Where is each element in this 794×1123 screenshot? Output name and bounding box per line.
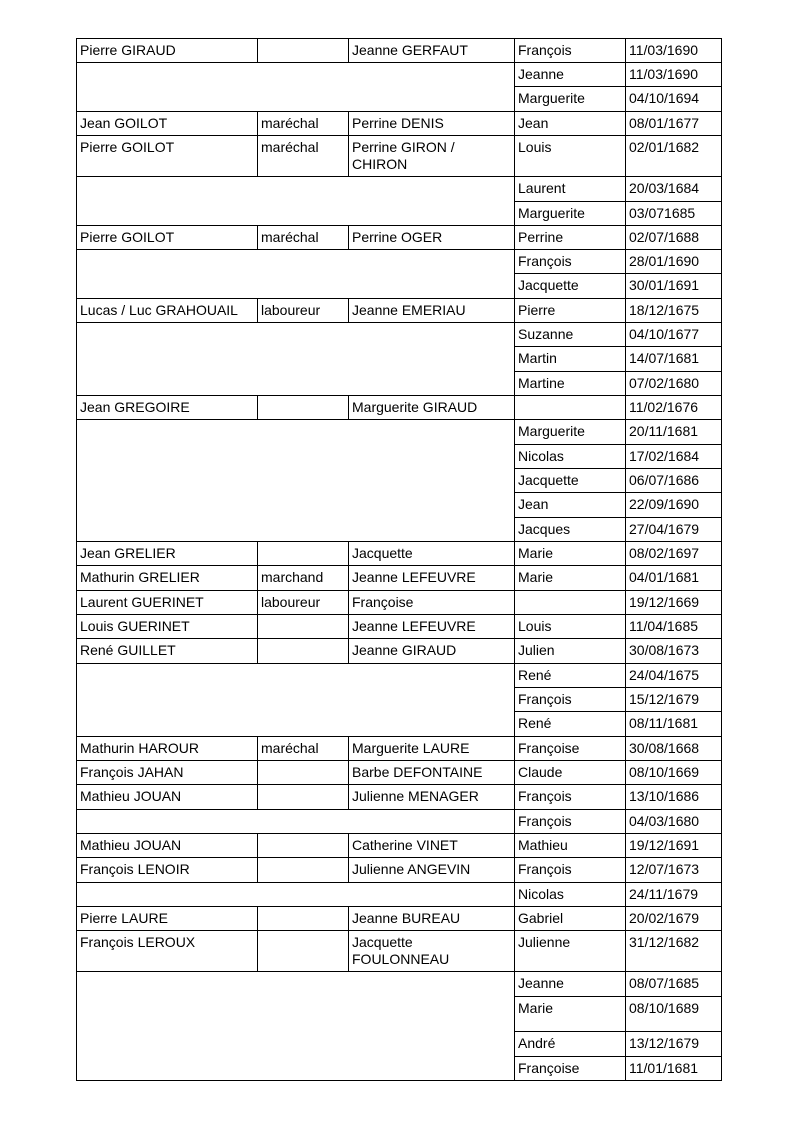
trade-cell: maréchal (258, 737, 349, 761)
merged-blank-cell (77, 420, 515, 542)
merged-blank-cell (77, 323, 515, 396)
mother-cell: Julienne MENAGER (349, 785, 515, 810)
table-row (77, 136, 722, 177)
father-cell: Jean GRELIER (77, 542, 258, 566)
date-cell: 28/01/1690 (626, 250, 722, 274)
child-cell: Marie (515, 997, 626, 1032)
date-cell: 02/01/1682 (626, 136, 722, 177)
mother-cell: Jacquette FOULONNEAU (349, 931, 515, 972)
trade-cell (258, 931, 349, 972)
trade-cell (258, 907, 349, 931)
date-cell: 08/11/1681 (626, 712, 722, 737)
trade-cell: maréchal (258, 226, 349, 250)
child-cell: François (515, 810, 626, 834)
child-cell: Louis (515, 136, 626, 177)
table-row (77, 834, 722, 858)
table-row (77, 112, 722, 136)
table-row (77, 566, 722, 591)
table-row (77, 931, 722, 972)
date-cell: 04/10/1677 (626, 323, 722, 347)
father-cell: François LENOIR (77, 858, 258, 883)
child-cell: Marguerite (515, 87, 626, 112)
trade-cell (258, 639, 349, 664)
child-cell: Nicolas (515, 883, 626, 907)
register-body (77, 39, 722, 1081)
child-cell: Mathieu (515, 834, 626, 858)
mother-cell: Perrine DENIS (349, 112, 515, 136)
child-cell: Julienne (515, 931, 626, 972)
child-cell: Martin (515, 347, 626, 372)
date-cell: 08/02/1697 (626, 542, 722, 566)
mother-cell: Catherine VINET (349, 834, 515, 858)
table-row (77, 591, 722, 615)
mother-cell: Perrine OGER (349, 226, 515, 250)
mother-cell: Jeanne LEFEUVRE (349, 615, 515, 639)
date-cell: 13/10/1686 (626, 785, 722, 810)
date-cell: 02/07/1688 (626, 226, 722, 250)
mother-cell: Françoise (349, 591, 515, 615)
father-cell: Pierre LAURE (77, 907, 258, 931)
trade-cell (258, 396, 349, 420)
mother-cell: Jeanne GIRAUD (349, 639, 515, 664)
trade-cell (258, 39, 349, 63)
trade-cell: marchand (258, 566, 349, 591)
merged-blank-cell (77, 250, 515, 299)
trade-cell: maréchal (258, 112, 349, 136)
father-cell: Mathurin GRELIER (77, 566, 258, 591)
mother-cell: Julienne ANGEVIN (349, 858, 515, 883)
child-cell: Louis (515, 615, 626, 639)
father-cell: Lucas / Luc GRAHOUAIL (77, 299, 258, 323)
child-cell: François (515, 250, 626, 274)
table-row (77, 972, 722, 997)
child-cell: Perrine (515, 226, 626, 250)
father-cell: Louis GUERINET (77, 615, 258, 639)
child-cell: Gabriel (515, 907, 626, 931)
table-row (77, 39, 722, 63)
table-row (77, 396, 722, 420)
mother-cell: Jeanne BUREAU (349, 907, 515, 931)
date-cell: 20/02/1679 (626, 907, 722, 931)
date-cell: 18/12/1675 (626, 299, 722, 323)
child-cell: Jean (515, 493, 626, 518)
child-cell: Françoise (515, 1057, 626, 1081)
date-cell: 08/07/1685 (626, 972, 722, 997)
child-cell: Martine (515, 372, 626, 396)
date-cell: 24/04/1675 (626, 664, 722, 688)
date-cell: 15/12/1679 (626, 688, 722, 712)
father-cell: René GUILLET (77, 639, 258, 664)
date-cell: 19/12/1669 (626, 591, 722, 615)
child-cell: Nicolas (515, 445, 626, 469)
date-cell: 07/02/1680 (626, 372, 722, 396)
father-cell: Jean GOILOT (77, 112, 258, 136)
merged-blank-cell (77, 63, 515, 112)
child-cell: Laurent (515, 177, 626, 202)
date-cell: 08/10/1669 (626, 761, 722, 785)
table-row (77, 542, 722, 566)
trade-cell (258, 761, 349, 785)
trade-cell (258, 834, 349, 858)
merged-blank-cell (77, 177, 515, 226)
child-cell: René (515, 664, 626, 688)
child-cell: François (515, 39, 626, 63)
trade-cell: maréchal (258, 136, 349, 177)
child-cell: Françoise (515, 737, 626, 761)
father-cell: Mathurin HAROUR (77, 737, 258, 761)
child-cell: François (515, 785, 626, 810)
table-row (77, 810, 722, 834)
father-cell: François LEROUX (77, 931, 258, 972)
date-cell: 04/03/1680 (626, 810, 722, 834)
mother-cell: Marguerite GIRAUD (349, 396, 515, 420)
mother-cell: Perrine GIRON / CHIRON (349, 136, 515, 177)
mother-cell: Jacquette (349, 542, 515, 566)
mother-cell: Jeanne GERFAUT (349, 39, 515, 63)
child-cell: André (515, 1032, 626, 1057)
father-cell: Pierre GOILOT (77, 136, 258, 177)
date-cell: 31/12/1682 (626, 931, 722, 972)
mother-cell: Marguerite LAURE (349, 737, 515, 761)
table-row (77, 420, 722, 445)
date-cell: 30/08/1673 (626, 639, 722, 664)
table-row (77, 785, 722, 810)
table-row (77, 226, 722, 250)
table-row (77, 761, 722, 785)
date-cell: 11/03/1690 (626, 63, 722, 87)
date-cell: 20/11/1681 (626, 420, 722, 445)
date-cell: 08/01/1677 (626, 112, 722, 136)
table-row (77, 883, 722, 907)
table-row (77, 907, 722, 931)
date-cell: 17/02/1684 (626, 445, 722, 469)
date-cell: 30/08/1668 (626, 737, 722, 761)
child-cell: Pierre (515, 299, 626, 323)
date-cell: 22/09/1690 (626, 493, 722, 518)
merged-blank-cell (77, 972, 515, 1081)
father-cell: Jean GREGOIRE (77, 396, 258, 420)
child-cell: Jean (515, 112, 626, 136)
mother-cell: Jeanne EMERIAU (349, 299, 515, 323)
merged-blank-cell (77, 810, 515, 834)
table-row (77, 299, 722, 323)
child-cell: François (515, 688, 626, 712)
child-cell: Jeanne (515, 63, 626, 87)
father-cell: Mathieu JOUAN (77, 785, 258, 810)
child-cell: René (515, 712, 626, 737)
child-cell: François (515, 858, 626, 883)
child-cell: Claude (515, 761, 626, 785)
trade-cell (258, 542, 349, 566)
mother-cell: Jeanne LEFEUVRE (349, 566, 515, 591)
child-cell: Marguerite (515, 202, 626, 226)
table-row (77, 664, 722, 688)
trade-cell (258, 615, 349, 639)
child-cell: Suzanne (515, 323, 626, 347)
date-cell: 08/10/1689 (626, 997, 722, 1032)
date-cell: 20/03/1684 (626, 177, 722, 202)
table-row (77, 737, 722, 761)
date-cell: 30/01/1691 (626, 274, 722, 299)
table-row (77, 639, 722, 664)
father-cell: Mathieu JOUAN (77, 834, 258, 858)
date-cell: 24/11/1679 (626, 883, 722, 907)
baptism-register-table (76, 38, 722, 1081)
father-cell: Laurent GUERINET (77, 591, 258, 615)
trade-cell (258, 785, 349, 810)
trade-cell (258, 858, 349, 883)
date-cell: 11/02/1676 (626, 396, 722, 420)
date-cell: 11/01/1681 (626, 1057, 722, 1081)
date-cell: 06/07/1686 (626, 469, 722, 493)
merged-blank-cell (77, 883, 515, 907)
date-cell: 03/071685 (626, 202, 722, 226)
child-cell: Marie (515, 566, 626, 591)
date-cell: 11/03/1690 (626, 39, 722, 63)
father-cell: François JAHAN (77, 761, 258, 785)
table-row (77, 615, 722, 639)
table-row (77, 858, 722, 883)
father-cell: Pierre GOILOT (77, 226, 258, 250)
child-cell: Jacquette (515, 274, 626, 299)
table-row (77, 63, 722, 87)
child-cell: Jacques (515, 518, 626, 542)
date-cell: 12/07/1673 (626, 858, 722, 883)
date-cell: 14/07/1681 (626, 347, 722, 372)
merged-blank-cell (77, 664, 515, 737)
trade-cell: laboureur (258, 591, 349, 615)
date-cell: 27/04/1679 (626, 518, 722, 542)
child-cell: Marguerite (515, 420, 626, 445)
date-cell: 13/12/1679 (626, 1032, 722, 1057)
table-row (77, 250, 722, 274)
date-cell: 19/12/1691 (626, 834, 722, 858)
child-cell: Julien (515, 639, 626, 664)
date-cell: 04/10/1694 (626, 87, 722, 112)
child-cell: Jeanne (515, 972, 626, 997)
date-cell: 04/01/1681 (626, 566, 722, 591)
trade-cell: laboureur (258, 299, 349, 323)
child-cell: Jacquette (515, 469, 626, 493)
child-cell: Marie (515, 542, 626, 566)
child-cell (515, 591, 626, 615)
table-row (77, 323, 722, 347)
mother-cell: Barbe DEFONTAINE (349, 761, 515, 785)
father-cell: Pierre GIRAUD (77, 39, 258, 63)
table-row (77, 177, 722, 202)
child-cell (515, 396, 626, 420)
date-cell: 11/04/1685 (626, 615, 722, 639)
